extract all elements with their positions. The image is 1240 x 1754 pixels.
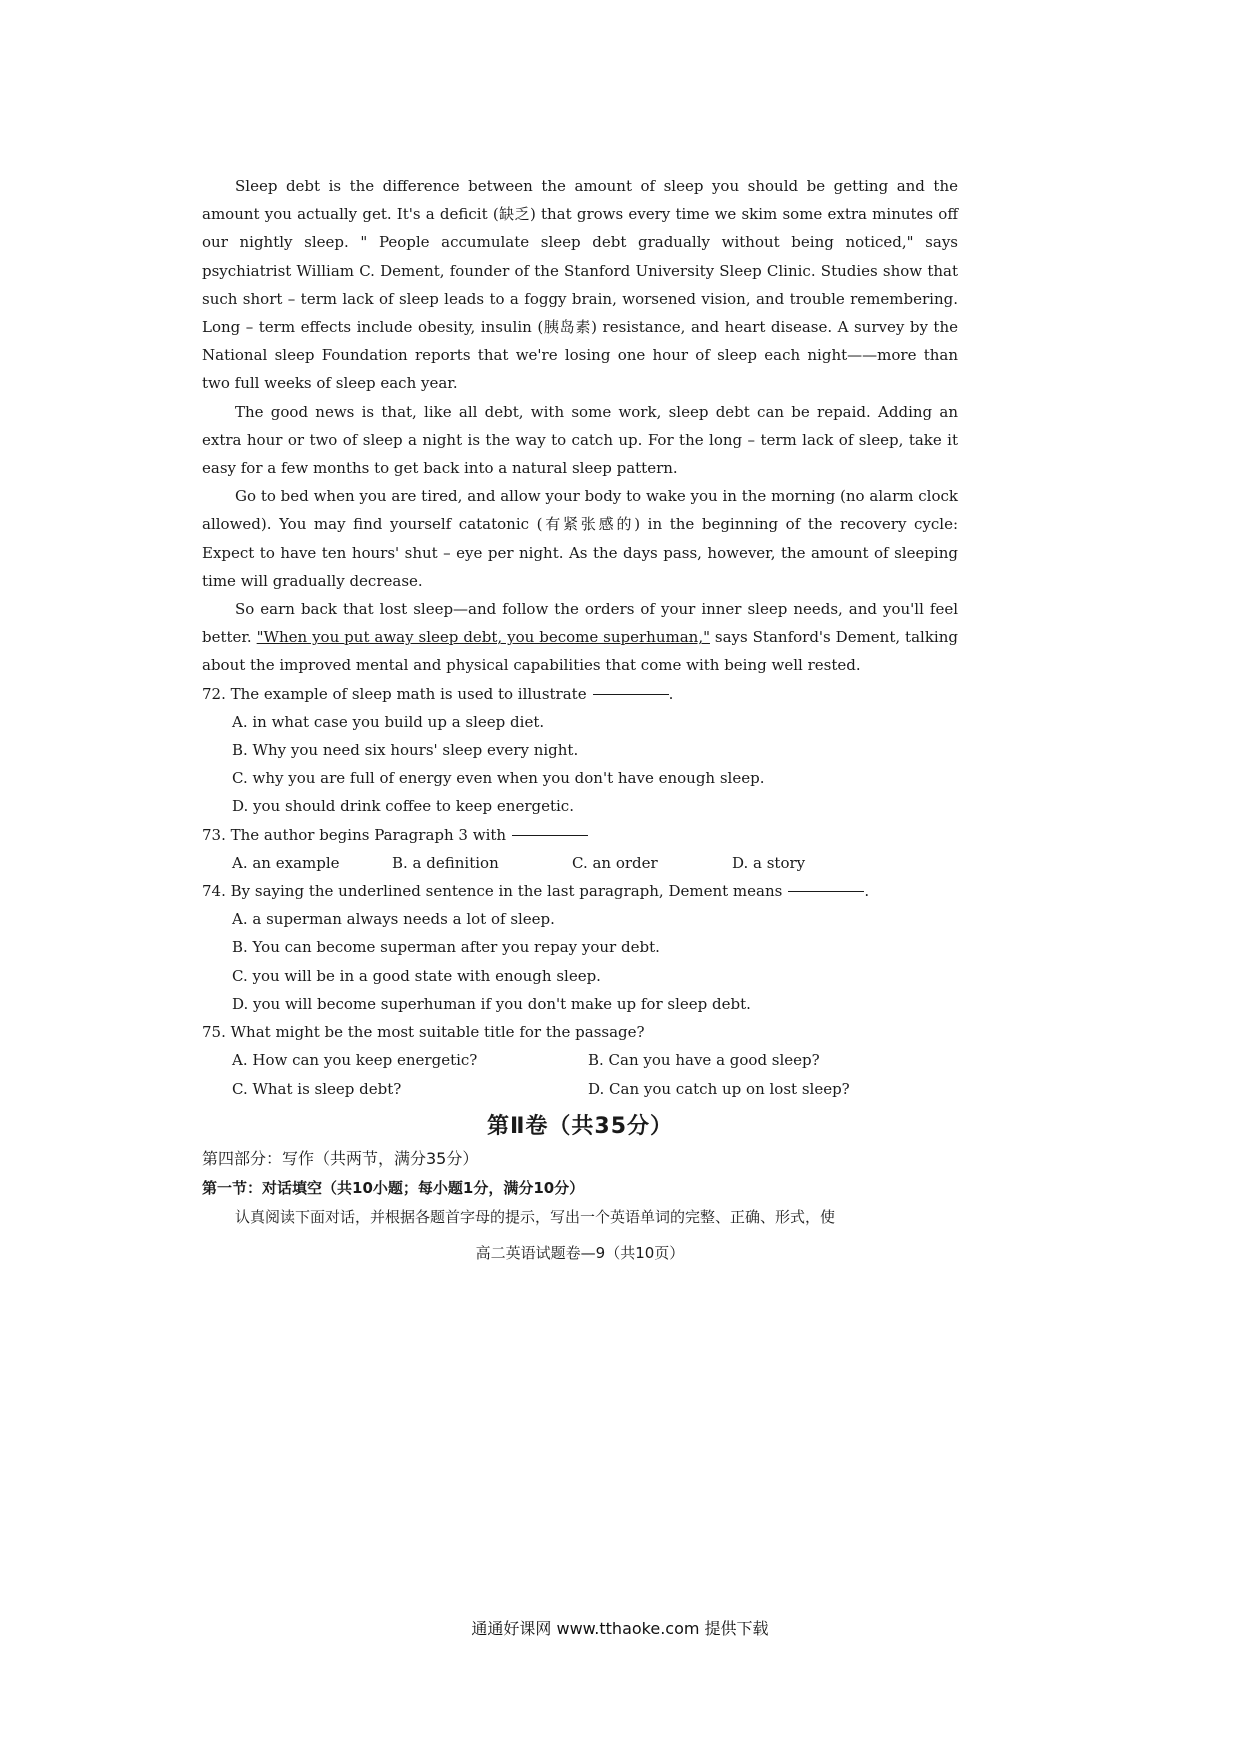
paragraph-4-lead: So earn back that lost sleep—and follow the orders of your inner sleep needs, and you'll feel better. (202, 600, 958, 647)
underlined-sentence: "When you put away sleep debt, you become superhuman," (256, 628, 710, 647)
question-74 (202, 877, 958, 1018)
instructions: 认真阅读下面对话，并根据各题首字母的提示，写出一个英语单词的完整、正确、形式，使 (235, 1207, 836, 1226)
option-d: D. you should drink coffee to keep energetic. (232, 797, 574, 816)
option-b: B. Why you need six hours' sleep every night. (232, 741, 579, 760)
footer-download-note: 通通好课网 www.tthaoke.com 提供下载 (471, 1619, 769, 1638)
paragraph-4-tail: says Stanford's Dement, talking about the improved mental and physical capabilities that come with being well rested. (202, 628, 958, 675)
passage-paragraph-3: Go to bed when you are tired, and allow your body to wake you in the morning (no alarm clock allowed). You may find yourself catatonic (有紧张感的) in the beginning of the recovery cycle: Expect to have ten hours' shut – eye per night. As the days pass, however, the amount of sleeping time will gradually decrease. (202, 487, 958, 590)
option-a: A. a superman always needs a lot of sleep. (232, 910, 555, 929)
passage-paragraph-4 (202, 595, 958, 680)
question-stem: 73. The author begins Paragraph 3 with (202, 821, 958, 849)
section-heading: 第一节：对话填空（共10小题；每小题1分，满分10分） (202, 1178, 585, 1197)
answer-blank (512, 834, 588, 836)
question-75 (202, 1018, 958, 1103)
question-73 (202, 821, 958, 877)
option-a: A. How can you keep energetic? (232, 1051, 478, 1070)
question-72 (202, 680, 958, 821)
question-stem: 72. The example of sleep math is used to illustrate . (202, 684, 674, 703)
option-b: B. a definition (392, 853, 499, 872)
options-row (202, 1075, 958, 1103)
question-stem: 75. What might be the most suitable title for the passage? (202, 1023, 645, 1042)
option-a: A. an example (232, 853, 340, 872)
option-d: D. Can you catch up on lost sleep? (588, 1079, 850, 1098)
passage-paragraph-2: The good news is that, like all debt, with some work, sleep debt can be repaid. Adding an extra hour or two of sleep a night is the way to catch up. For the long – term lack of sleep, take it easy for a few months to get back into a natural sleep pattern. (202, 402, 958, 478)
option-c: C. an order (572, 853, 658, 872)
option-c: C. What is sleep debt? (232, 1079, 402, 1098)
question-stem: 74. By saying the underlined sentence in the last paragraph, Dement means . (202, 882, 870, 901)
options-row (202, 849, 958, 877)
page-number: 高二英语试题卷—9（共10页） (475, 1243, 685, 1262)
option-c: C. why you are full of energy even when you don't have enough sleep. (232, 769, 765, 788)
part-heading: 第四部分：写作（共两节，满分35分） (202, 1148, 479, 1168)
section-title: 第Ⅱ卷（共35分） (486, 1113, 674, 1139)
option-b: B. Can you have a good sleep? (588, 1051, 820, 1070)
option-d: D. you will become superhuman if you don't make up for sleep debt. (232, 994, 751, 1013)
option-d: D. a story (732, 853, 806, 872)
option-b: B. You can become superman after you repay your debt. (232, 938, 660, 957)
exam-page (202, 172, 958, 1268)
passage-paragraph-1: Sleep debt is the difference between the amount of sleep you should be getting and the amount you actually get. It's a deficit (缺乏) that grows every time we skim some extra minutes off our nightly sleep. " People accumulate sleep debt gradually without being noticed," says psychiatrist William C. Dement, founder of the Stanford University Sleep Clinic. Studies show that such short – term lack of sleep leads to a foggy brain, worsened vision, and trouble remembering. Long – term effects include obesity, insulin (胰岛素) resistance, and heart disease. A survey by the National sleep Foundation reports that we're losing one hour of sleep each night——more than two full weeks of sleep each year. (202, 177, 958, 393)
option-c: C. you will be in a good state with enough sleep. (232, 966, 601, 985)
option-a: A. in what case you build up a sleep diet. (232, 712, 545, 731)
options-row (202, 1046, 958, 1074)
answer-blank (593, 693, 669, 695)
answer-blank (788, 890, 864, 892)
